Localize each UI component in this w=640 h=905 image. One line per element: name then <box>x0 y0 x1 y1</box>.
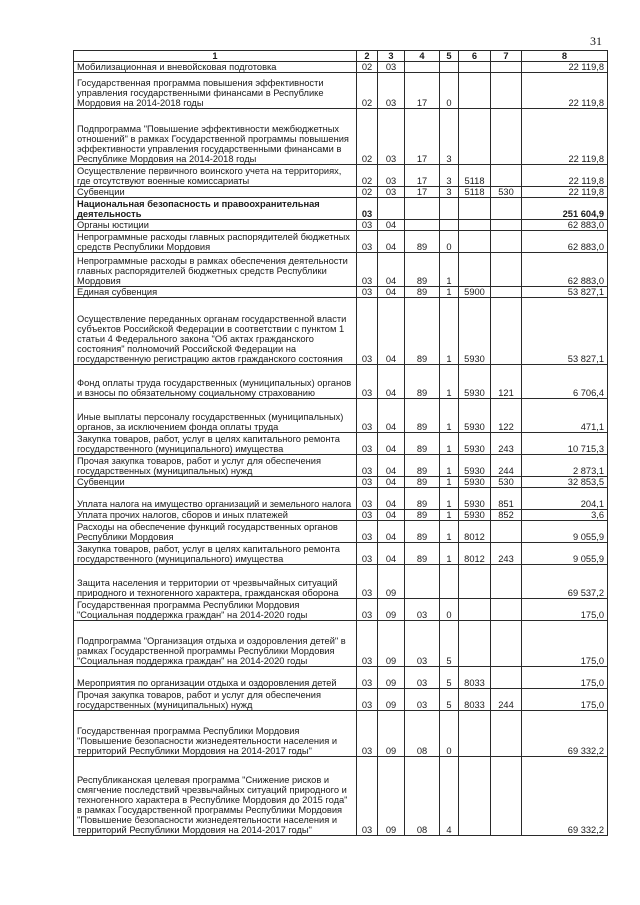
subprogram-code: 1 <box>440 510 459 521</box>
subsection-code: 04 <box>378 521 405 543</box>
expense-type-code <box>491 109 522 165</box>
section-code: 03 <box>357 689 378 711</box>
table-row <box>74 521 608 543</box>
table-header-row <box>74 51 608 62</box>
program-code: 03 <box>405 689 440 711</box>
expense-type-code <box>491 757 522 836</box>
page-number: 31 <box>590 34 602 48</box>
direction-code: 5930 <box>459 477 491 488</box>
amount-value: 62 883,0 <box>522 231 608 253</box>
direction-code <box>459 62 491 73</box>
amount-value: 22 119,8 <box>522 109 608 165</box>
expense-type-code <box>491 220 522 231</box>
direction-code: 8012 <box>459 543 491 565</box>
subsection-code: 03 <box>378 62 405 73</box>
amount-value: 204,1 <box>522 488 608 510</box>
budget-item-name: Субвенции <box>74 187 357 198</box>
direction-code: 8033 <box>459 667 491 689</box>
program-code: 89 <box>405 253 440 287</box>
subprogram-code: 0 <box>440 73 459 109</box>
program-code: 89 <box>405 488 440 510</box>
budget-table <box>73 50 608 836</box>
budget-item-name: Фонд оплаты труда государственных (муниципальных) органов и взносы по обязательному социальному страхованию <box>74 365 357 399</box>
header-cell: 4 <box>405 51 440 62</box>
program-code: 89 <box>405 455 440 477</box>
budget-item-name: Подпрограмма "Организация отдыха и оздоровления детей" в рамках Государственной программы Республики Мордовия "Социальная поддержка граждан" на 2014-2020 годы <box>74 621 357 667</box>
amount-value: 22 119,8 <box>522 165 608 187</box>
subsection-code: 03 <box>378 109 405 165</box>
direction-code <box>459 565 491 599</box>
subprogram-code: 1 <box>440 365 459 399</box>
program-code: 08 <box>405 757 440 836</box>
budget-item-name: Национальная безопасность и правоохранительная деятельность <box>74 198 357 220</box>
amount-value: 69 537,2 <box>522 565 608 599</box>
expense-type-code <box>491 165 522 187</box>
program-code: 17 <box>405 165 440 187</box>
subprogram-code: 1 <box>440 253 459 287</box>
direction-code: 8012 <box>459 521 491 543</box>
program-code: 17 <box>405 109 440 165</box>
expense-type-code <box>491 565 522 599</box>
direction-code <box>459 73 491 109</box>
table-row <box>74 231 608 253</box>
subsection-code: 03 <box>378 187 405 198</box>
subprogram-code: 1 <box>440 399 459 433</box>
budget-item-name: Государственная программа повышения эффективности управления государственными финансами в Республике Мордовия на 2014-2018 годы <box>74 73 357 109</box>
expense-type-code <box>491 287 522 298</box>
expense-type-code: 852 <box>491 510 522 521</box>
table-row <box>74 711 608 757</box>
program-code: 89 <box>405 298 440 365</box>
table-row <box>74 365 608 399</box>
expense-type-code: 244 <box>491 455 522 477</box>
amount-value: 471,1 <box>522 399 608 433</box>
table-row <box>74 599 608 621</box>
budget-item-name: Органы юстиции <box>74 220 357 231</box>
subsection-code: 04 <box>378 433 405 455</box>
direction-code: 5930 <box>459 399 491 433</box>
subprogram-code: 4 <box>440 757 459 836</box>
section-code: 03 <box>357 231 378 253</box>
section-code: 03 <box>357 287 378 298</box>
subsection-code: 04 <box>378 455 405 477</box>
subsection-code: 09 <box>378 565 405 599</box>
subprogram-code: 0 <box>440 599 459 621</box>
amount-value: 251 604,9 <box>522 198 608 220</box>
table-row <box>74 543 608 565</box>
subsection-code: 09 <box>378 599 405 621</box>
subsection-code: 04 <box>378 231 405 253</box>
table-row <box>74 510 608 521</box>
program-code <box>405 198 440 220</box>
subsection-code: 03 <box>378 165 405 187</box>
section-code: 03 <box>357 198 378 220</box>
amount-value: 175,0 <box>522 689 608 711</box>
subsection-code: 04 <box>378 510 405 521</box>
direction-code <box>459 198 491 220</box>
expense-type-code: 243 <box>491 543 522 565</box>
expense-type-code <box>491 253 522 287</box>
subsection-code: 04 <box>378 543 405 565</box>
subprogram-code: 0 <box>440 231 459 253</box>
subsection-code <box>378 198 405 220</box>
subprogram-code: 0 <box>440 711 459 757</box>
section-code: 03 <box>357 220 378 231</box>
subsection-code: 09 <box>378 757 405 836</box>
expense-type-code <box>491 73 522 109</box>
section-code: 03 <box>357 253 378 287</box>
section-code: 03 <box>357 565 378 599</box>
section-code: 03 <box>357 543 378 565</box>
header-cell: 3 <box>378 51 405 62</box>
expense-type-code: 243 <box>491 433 522 455</box>
subprogram-code <box>440 565 459 599</box>
budget-item-name: Закупка товаров, работ, услуг в целях капитального ремонта государственного (муниципального) имущества <box>74 433 357 455</box>
amount-value: 6 706,4 <box>522 365 608 399</box>
budget-item-name: Мероприятия по организации отдыха и оздоровления детей <box>74 667 357 689</box>
subprogram-code <box>440 220 459 231</box>
amount-value: 175,0 <box>522 621 608 667</box>
program-code: 17 <box>405 187 440 198</box>
budget-item-name: Уплата налога на имущество организаций и земельного налога <box>74 488 357 510</box>
table-row <box>74 667 608 689</box>
header-cell: 8 <box>522 51 608 62</box>
budget-item-name: Расходы на обеспечение функций государственных органов Республики Мордовия <box>74 521 357 543</box>
expense-type-code <box>491 198 522 220</box>
amount-value: 10 715,3 <box>522 433 608 455</box>
table-row <box>74 109 608 165</box>
table-row <box>74 689 608 711</box>
direction-code <box>459 109 491 165</box>
budget-item-name: Государственная программа Республики Мордовия "Социальная поддержка граждан" на 2014-2020 годы <box>74 599 357 621</box>
direction-code <box>459 711 491 757</box>
expense-type-code <box>491 521 522 543</box>
subprogram-code: 1 <box>440 477 459 488</box>
budget-item-name: Иные выплаты персоналу государственных (муниципальных) органов, за исключением фонда оплаты труда <box>74 399 357 433</box>
table-row <box>74 187 608 198</box>
subprogram-code: 1 <box>440 433 459 455</box>
direction-code: 8033 <box>459 689 491 711</box>
direction-code: 5118 <box>459 187 491 198</box>
section-code: 03 <box>357 399 378 433</box>
program-code: 89 <box>405 521 440 543</box>
budget-item-name: Прочая закупка товаров, работ и услуг для обеспечения государственных (муниципальных) нужд <box>74 689 357 711</box>
budget-item-name: Прочая закупка товаров, работ и услуг для обеспечения государственных (муниципальных) нужд <box>74 455 357 477</box>
direction-code <box>459 220 491 231</box>
budget-item-name: Осуществление первичного воинского учета на территориях, где отсутствуют военные комиссариаты <box>74 165 357 187</box>
amount-value: 9 055,9 <box>522 521 608 543</box>
subsection-code: 04 <box>378 287 405 298</box>
budget-item-name: Мобилизационная и вневойсковая подготовка <box>74 62 357 73</box>
table-row <box>74 220 608 231</box>
amount-value: 62 883,0 <box>522 220 608 231</box>
subsection-code: 09 <box>378 621 405 667</box>
program-code <box>405 220 440 231</box>
direction-code: 5118 <box>459 165 491 187</box>
subprogram-code: 1 <box>440 287 459 298</box>
subprogram-code: 1 <box>440 543 459 565</box>
amount-value: 9 055,9 <box>522 543 608 565</box>
program-code <box>405 62 440 73</box>
table-row <box>74 298 608 365</box>
header-cell: 1 <box>74 51 357 62</box>
section-code: 03 <box>357 621 378 667</box>
direction-code: 5930 <box>459 298 491 365</box>
subsection-code: 04 <box>378 365 405 399</box>
subsection-code: 03 <box>378 73 405 109</box>
section-code: 02 <box>357 109 378 165</box>
header-cell: 7 <box>491 51 522 62</box>
program-code: 03 <box>405 599 440 621</box>
program-code <box>405 565 440 599</box>
amount-value: 69 332,2 <box>522 711 608 757</box>
section-code: 03 <box>357 365 378 399</box>
expense-type-code: 244 <box>491 689 522 711</box>
budget-item-name: Субвенции <box>74 477 357 488</box>
subprogram-code: 1 <box>440 298 459 365</box>
direction-code: 5930 <box>459 433 491 455</box>
section-code: 03 <box>357 711 378 757</box>
amount-value: 2 873,1 <box>522 455 608 477</box>
subprogram-code: 3 <box>440 165 459 187</box>
direction-code: 5930 <box>459 455 491 477</box>
amount-value: 53 827,1 <box>522 298 608 365</box>
subprogram-code: 3 <box>440 187 459 198</box>
expense-type-code <box>491 298 522 365</box>
section-code: 02 <box>357 187 378 198</box>
budget-item-name: Осуществление переданных органам государственной власти субъектов Российской Федерации в соответствии с пунктом 1 статьи 4 Федерального закона "Об актах гражданского состояния" полномочий Российской Федерации на государственную регистрацию актов гражданского состояния <box>74 298 357 365</box>
direction-code <box>459 253 491 287</box>
amount-value: 175,0 <box>522 667 608 689</box>
section-code: 03 <box>357 510 378 521</box>
subprogram-code: 5 <box>440 689 459 711</box>
subsection-code: 04 <box>378 399 405 433</box>
amount-value: 22 119,8 <box>522 73 608 109</box>
expense-type-code: 122 <box>491 399 522 433</box>
subprogram-code <box>440 62 459 73</box>
subprogram-code: 1 <box>440 521 459 543</box>
table-row <box>74 433 608 455</box>
budget-item-name: Защита населения и территории от чрезвычайных ситуаций природного и техногенного характера, гражданская оборона <box>74 565 357 599</box>
expense-type-code <box>491 711 522 757</box>
table-row <box>74 73 608 109</box>
program-code: 89 <box>405 510 440 521</box>
table-row <box>74 198 608 220</box>
expense-type-code: 530 <box>491 187 522 198</box>
table-row <box>74 165 608 187</box>
program-code: 89 <box>405 399 440 433</box>
amount-value: 175,0 <box>522 599 608 621</box>
amount-value: 62 883,0 <box>522 253 608 287</box>
section-code: 03 <box>357 298 378 365</box>
subsection-code: 04 <box>378 488 405 510</box>
amount-value: 22 119,8 <box>522 62 608 73</box>
subsection-code: 04 <box>378 220 405 231</box>
section-code: 03 <box>357 477 378 488</box>
expense-type-code <box>491 231 522 253</box>
expense-type-code <box>491 621 522 667</box>
direction-code <box>459 231 491 253</box>
section-code: 03 <box>357 757 378 836</box>
program-code: 89 <box>405 543 440 565</box>
direction-code: 5930 <box>459 488 491 510</box>
table-row <box>74 488 608 510</box>
amount-value: 69 332,2 <box>522 757 608 836</box>
budget-item-name: Непрограммные расходы главных распорядителей бюджетных средств Республики Мордовия <box>74 231 357 253</box>
budget-item-name: Единая субвенция <box>74 287 357 298</box>
budget-sheet <box>73 50 608 836</box>
amount-value: 53 827,1 <box>522 287 608 298</box>
section-code: 03 <box>357 521 378 543</box>
program-code: 03 <box>405 621 440 667</box>
table-row <box>74 253 608 287</box>
budget-item-name: Республиканская целевая программа "Снижение рисков и смягчение последствий чрезвычайных ситуаций природного и техногенного характера в Республике Мордовия до 2015 года" в рамках Государственной программы Республики Мордовия "Повышение безопасности жизнедеятельности населения и территорий Республики Мордовия на 2014-2017 годы" <box>74 757 357 836</box>
direction-code <box>459 621 491 667</box>
subsection-code: 09 <box>378 667 405 689</box>
direction-code: 5930 <box>459 365 491 399</box>
amount-value: 22 119,8 <box>522 187 608 198</box>
table-row <box>74 62 608 73</box>
budget-item-name: Государственная программа Республики Мордовия "Повышение безопасности жизнедеятельности населения и территорий Республики Мордовия на 2014-2017 годы" <box>74 711 357 757</box>
program-code: 08 <box>405 711 440 757</box>
program-code: 89 <box>405 477 440 488</box>
subprogram-code: 1 <box>440 455 459 477</box>
table-row <box>74 621 608 667</box>
subsection-code: 04 <box>378 253 405 287</box>
program-code: 89 <box>405 287 440 298</box>
section-code: 02 <box>357 73 378 109</box>
program-code: 17 <box>405 73 440 109</box>
header-cell: 2 <box>357 51 378 62</box>
direction-code: 5900 <box>459 287 491 298</box>
expense-type-code: 530 <box>491 477 522 488</box>
section-code: 02 <box>357 62 378 73</box>
expense-type-code <box>491 62 522 73</box>
subprogram-code: 5 <box>440 667 459 689</box>
section-code: 03 <box>357 599 378 621</box>
subsection-code: 04 <box>378 477 405 488</box>
section-code: 03 <box>357 667 378 689</box>
subprogram-code: 3 <box>440 109 459 165</box>
table-row <box>74 565 608 599</box>
subprogram-code: 1 <box>440 488 459 510</box>
expense-type-code: 851 <box>491 488 522 510</box>
amount-value: 32 853,5 <box>522 477 608 488</box>
program-code: 89 <box>405 433 440 455</box>
program-code: 89 <box>405 231 440 253</box>
expense-type-code: 121 <box>491 365 522 399</box>
subsection-code: 09 <box>378 689 405 711</box>
section-code: 02 <box>357 165 378 187</box>
section-code: 03 <box>357 455 378 477</box>
header-cell: 6 <box>459 51 491 62</box>
expense-type-code <box>491 667 522 689</box>
table-row <box>74 287 608 298</box>
table-row <box>74 477 608 488</box>
section-code: 03 <box>357 433 378 455</box>
direction-code: 5930 <box>459 510 491 521</box>
subprogram-code <box>440 198 459 220</box>
table-row <box>74 455 608 477</box>
budget-item-name: Закупка товаров, работ, услуг в целях капитального ремонта государственного (муниципального) имущества <box>74 543 357 565</box>
amount-value: 3,6 <box>522 510 608 521</box>
table-row <box>74 757 608 836</box>
header-cell: 5 <box>440 51 459 62</box>
program-code: 89 <box>405 365 440 399</box>
section-code: 03 <box>357 488 378 510</box>
direction-code <box>459 757 491 836</box>
expense-type-code <box>491 599 522 621</box>
table-row <box>74 399 608 433</box>
subprogram-code: 5 <box>440 621 459 667</box>
subsection-code: 09 <box>378 711 405 757</box>
budget-item-name: Непрограммные расходы в рамках обеспечения деятельности главных распорядителей бюджетных средств Республики Мордовия <box>74 253 357 287</box>
budget-item-name: Подпрограмма "Повышение эффективности межбюджетных отношений" в рамках Государственной программы повышения эффективности управления государственными финансами в Республике Мордовия на 2014-2018 годы <box>74 109 357 165</box>
direction-code <box>459 599 491 621</box>
budget-item-name: Уплата прочих налогов, сборов и иных платежей <box>74 510 357 521</box>
program-code: 03 <box>405 667 440 689</box>
subsection-code: 04 <box>378 298 405 365</box>
